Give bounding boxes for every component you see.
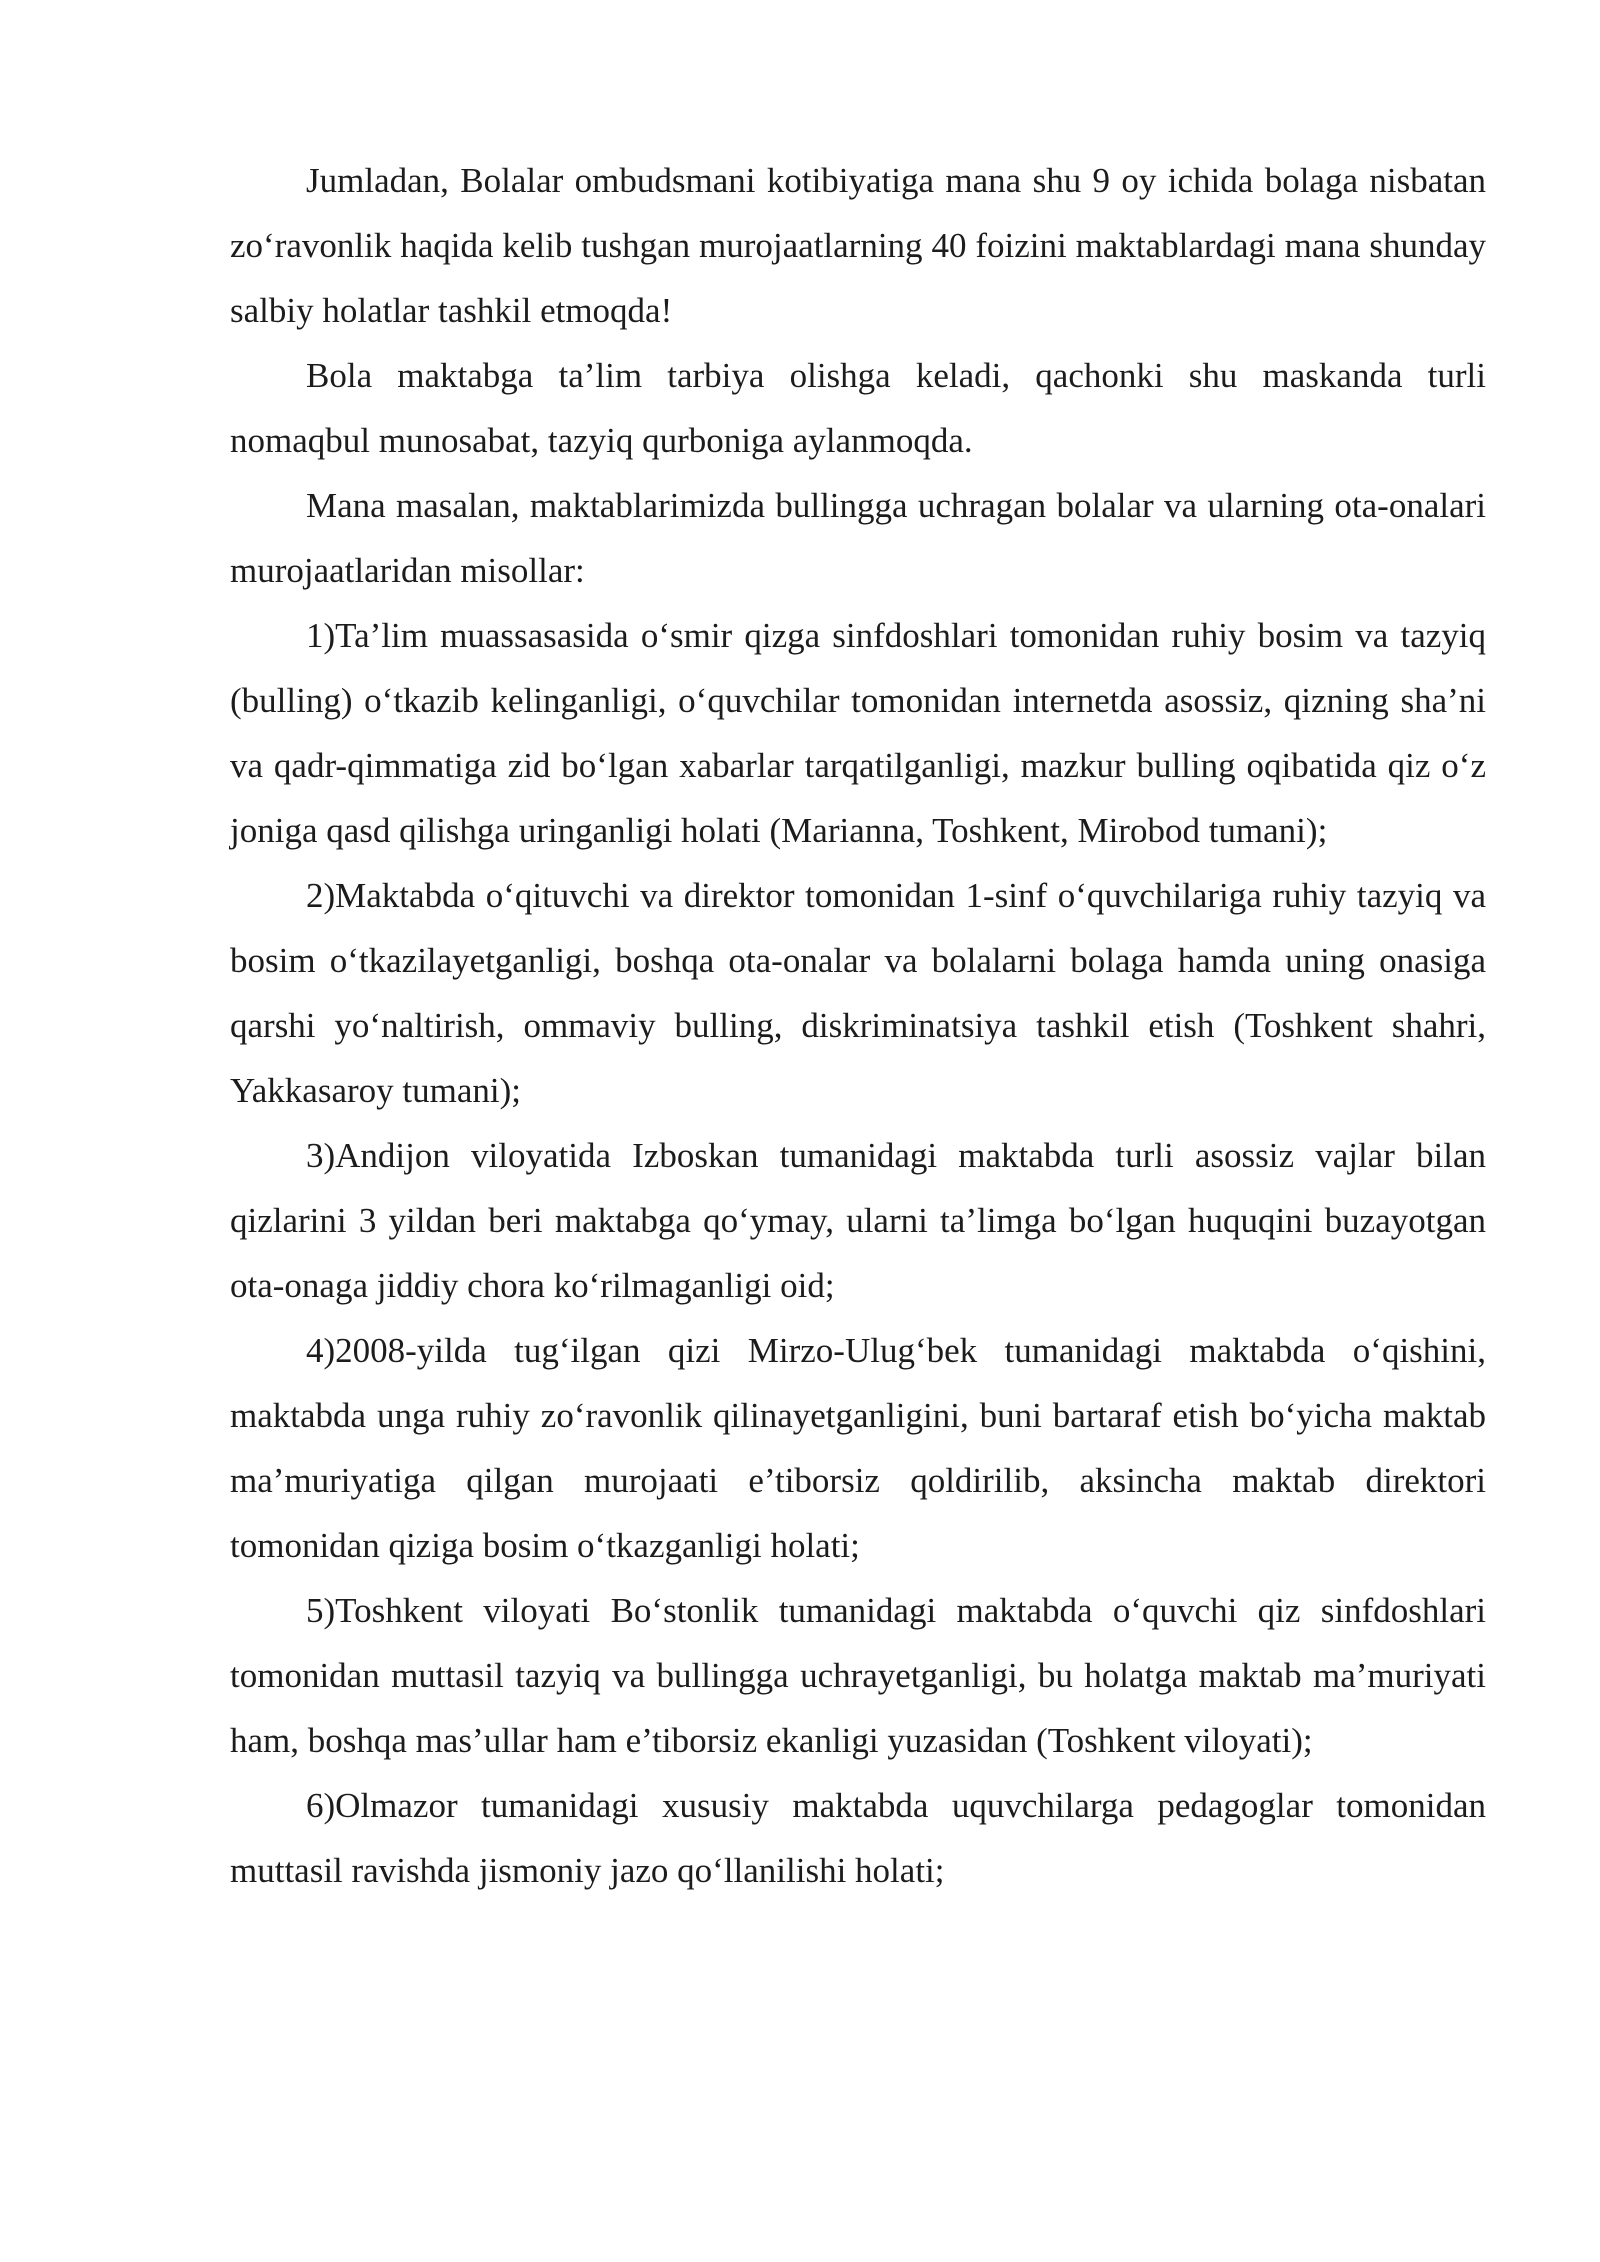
list-item-1: 1)Ta’lim muassasasida o‘smir qizga sinfdoshlari tomonidan ruhiy bosim va tazyiq (bulling) o‘tkazib kelinganligi, o‘quvchilar tomonidan internetda asossiz, qizning sha’ni va qadr-qimmatiga zid bo‘lgan xabarlar tarqatilganligi, mazkur bulling oqibatida qiz o‘z joniga qasd qilishga uringanligi holati (Marianna, Toshkent, Mirobod tumani); <box>230 616 1486 850</box>
list-item-4: 4)2008-yilda tug‘ilgan qizi Mirzo-Ulug‘bek tumanidagi maktabda o‘qishini, maktabda unga ruhiy zo‘ravonlik qilinayetganligini, buni bartaraf etish bo‘yicha maktab ma’muriyatiga qilgan murojaati e’tiborsiz qoldirilib, aksincha maktab direktori tomonidan qiziga bosim o‘tkazganligi holati; <box>230 1331 1486 1565</box>
list-item-3: 3)Andijon viloyatida Izboskan tumanidagi maktabda turli asossiz vajlar bilan qizlarini 3 yildan beri maktabga qo‘ymay, ularni ta’limga bo‘lgan huquqini buzayotgan ota-onaga jiddiy chora ko‘rilmaganligi oid; <box>230 1136 1486 1305</box>
document-body <box>230 148 1486 1903</box>
paragraph-intro: Jumladan, Bolalar ombudsmani kotibiyatiga mana shu 9 oy ichida bolaga nisbatan zo‘ravonlik haqida kelib tushgan murojaatlarning 40 foizini maktablardagi mana shunday salbiy holatlar tashkil etmoqda! <box>230 161 1486 330</box>
list-item-5: 5)Toshkent viloyati Bo‘stonlik tumanidagi maktabda o‘quvchi qiz sinfdoshlari tomonidan muttasil tazyiq va bullingga uchrayetganligi, bu holatga maktab ma’muriyati ham, boshqa mas’ullar ham e’tiborsiz ekanligi yuzasidan (Toshkent viloyati); <box>230 1591 1486 1760</box>
paragraph-examples-lead: Mana masalan, maktablarimizda bullingga uchragan bolalar va ularning ota-onalari murojaatlaridan misollar: <box>230 486 1486 590</box>
list-item-2: 2)Maktabda o‘qituvchi va direktor tomonidan 1-sinf o‘quvchilariga ruhiy tazyiq va bosim o‘tkazilayetganligi, boshqa ota-onalar va bolalarni bolaga hamda uning onasiga qarshi yo‘naltirish, ommaviy bulling, diskriminatsiya tashkil etish (Toshkent shahri, Yakkasaroy tumani); <box>230 876 1486 1110</box>
list-item-6: 6)Olmazor tumanidagi xususiy maktabda uquvchilarga pedagoglar tomonidan muttasil ravishda jismoniy jazo qo‘llanilishi holati; <box>230 1786 1486 1890</box>
paragraph-context: Bola maktabga ta’lim tarbiya olishga keladi, qachonki shu maskanda turli nomaqbul munosabat, tazyiq qurboniga aylanmoqda. <box>230 356 1486 460</box>
